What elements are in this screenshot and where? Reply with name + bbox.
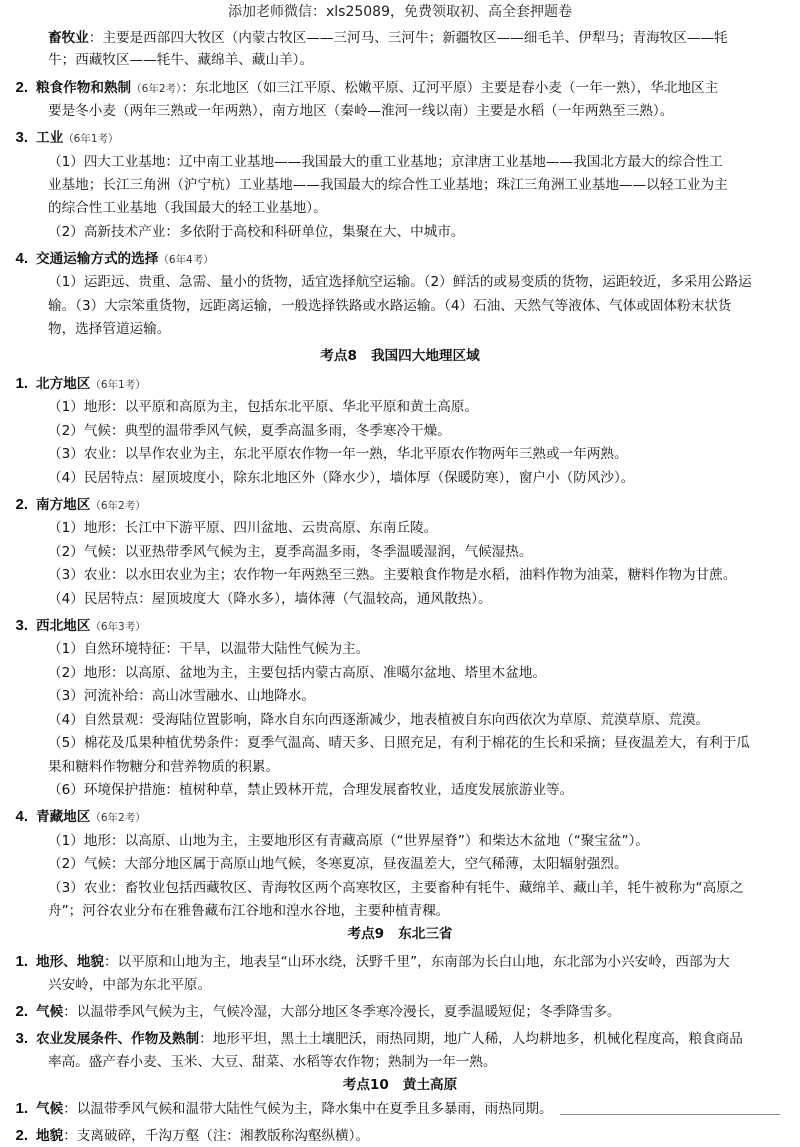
watermark-header: 添加老师微信：xls25089，免费领取初、高全套押题卷 xyxy=(227,4,572,20)
list-item: 4. 交通运输方式的选择（6年4考） xyxy=(15,250,214,267)
text-line: （5）棉花及瓜果种植优势条件：夏季气温高、晴天多、日照充足，有利于棉花的生长和采摘；昼夜温差大，有利于瓜 xyxy=(48,735,750,751)
divider xyxy=(560,1114,780,1115)
list-item: 4. 青藏地区（6年2考） xyxy=(15,808,146,825)
text-line: 果和糖料作物糖分和营养物质的积累。 xyxy=(48,759,280,775)
text-line: （4）民居特点：屋顶坡度小，除东北地区外（降水少），墙体厚（保暖防寒），窗户小（防风沙）。 xyxy=(48,470,635,486)
text-line: （1）地形：以高原、山地为主，主要地形区有青藏高原（“世界屋脊”）和柴达木盆地（“聚宝盆”）。 xyxy=(48,833,649,849)
list-item: 1. 地形、地貌：以平原和山地为主，地表呈“山环水绕，沃野千里”，东南部为长白山地，东北部为小兴安岭，西部为大 xyxy=(15,953,730,970)
section-title: 考点10 黄土高原 xyxy=(342,1077,458,1093)
text-line: （1）四大工业基地：辽中南工业基地——我国最大的重工业基地；京津唐工业基地——我国北方最大的综合性工 xyxy=(48,154,723,170)
text-line: （2）气候：以亚热带季风气候为主，夏季高温多雨，冬季温暖湿润，气候湿热。 xyxy=(48,544,533,560)
text-line: 畜牧业：主要是西部四大牧区（内蒙古牧区——三河马、三河牛；新疆牧区——细毛羊、伊犁马；青海牧区——牦 xyxy=(48,30,728,46)
text-line: （3）农业：以水田农业为主；农作物一年两熟至三熟。主要粮食作物是水稻，油料作物为油菜，糖料作物为甘蔗。 xyxy=(48,567,737,583)
text-line: （3）农业：以旱作农业为主，东北平原农作物一年一熟，华北平原农作物两年三熟或一年两熟。 xyxy=(48,446,628,462)
text-line: （2）气候：典型的温带季风气候，夏季高温多雨，冬季寒冷干燥。 xyxy=(48,423,451,439)
text-line: 物，选择管道运输。 xyxy=(48,321,171,337)
text-line: （1）运距远、贵重、急需、量小的货物，适宜选择航空运输。（2）鲜活的或易变质的货物，运距较近，多采用公路运 xyxy=(48,274,752,290)
text-line: 舟”；河谷农业分布在雅鲁藏布江谷地和湟水谷地，主要种植青稞。 xyxy=(48,903,450,919)
text-line: （4）民居特点：屋顶坡度大（降水多），墙体薄（气温较高，通风散热）。 xyxy=(48,591,492,607)
list-item: 2. 南方地区（6年2考） xyxy=(15,496,146,513)
text-line: 牛；西藏牧区——牦牛、藏绵羊、藏山羊）。 xyxy=(48,52,314,68)
section-title: 考点8 我国四大地理区域 xyxy=(320,348,480,364)
text-line: 的综合性工业基地（我国最大的轻工业基地）。 xyxy=(48,200,327,216)
text-line: （4）自然景观：受海陆位置影响，降水自东向西逐渐减少，地表植被自东向西依次为草原、荒漠草原、荒漠。 xyxy=(48,712,710,728)
section-title: 考点9 东北三省 xyxy=(347,926,453,942)
text-line: （2）高新技术产业：多依附于高校和科研单位，集聚在大、中城市。 xyxy=(48,224,465,240)
text-line: （2）地形：以高原、盆地为主，主要包括内蒙古高原、准噶尔盆地、塔里木盆地。 xyxy=(48,665,547,681)
text-line: （6）环境保护措施：植树种草，禁止毁林开荒，合理发展畜牧业，适度发展旅游业等。 xyxy=(48,782,574,798)
list-item: 3. 西北地区（6年3考） xyxy=(15,617,146,634)
list-item: 1. 气候：以温带季风气候和温带大陆性气候为主，降水集中在夏季且多暴雨，雨热同期。 xyxy=(15,1100,553,1117)
text-line: 输。（3）大宗笨重货物，远距离运输，一般选择铁路或水路运输。（4）石油、天然气等液体、气体或固体粉末状货 xyxy=(48,298,732,314)
text-line: （2）气候：大部分地区属于高原山地气候，冬寒夏凉，昼夜温差大，空气稀薄，太阳辐射强烈。 xyxy=(48,856,628,872)
text-line: 兴安岭，中部为东北平原。 xyxy=(48,977,212,993)
text-line: （3）河流补给：高山冰雪融水、山地降水。 xyxy=(48,688,315,704)
text-line: （1）地形：以平原和高原为主，包括东北平原、华北平原和黄土高原。 xyxy=(48,399,479,415)
text-line: （1）地形：长江中下游平原、四川盆地、云贵高原、东南丘陵。 xyxy=(48,520,438,536)
text-line: （3）农业：畜牧业包括西藏牧区、青海牧区两个高寒牧区，主要畜种有牦牛、藏绵羊、藏山羊，牦牛被称为“高原之 xyxy=(48,880,744,896)
list-item: 3. 工业（6年1考） xyxy=(15,129,119,146)
list-item: 2. 地貌：支离破碎，千沟万壑（注：湘教版称沟壑纵横）。 xyxy=(15,1127,370,1144)
list-item: 3. 农业发展条件、作物及熟制：地形平坦，黑土土壤肥沃，雨热同期，地广人稀，人均耕地多，机械化程度高，粮食商品 xyxy=(15,1030,743,1047)
list-item: 2. 粮食作物和熟制（6年2考）：东北地区（如三江平原、松嫩平原、辽河平原）主要是春小麦（一年一熟），华北地区主 xyxy=(15,79,719,96)
text-line: 业基地；长江三角洲（沪宁杭）工业基地——我国最大的综合性工业基地；珠江三角洲工业基地——以轻工业为主 xyxy=(48,177,728,193)
text-line: （1）自然环境特征：干旱，以温带大陆性气候为主。 xyxy=(48,641,370,657)
text-line: 率高。盛产春小麦、玉米、大豆、甜菜、水稻等农作物；熟制为一年一熟。 xyxy=(48,1054,497,1070)
text-line: 要是冬小麦（两年三熟或一年两熟），南方地区（秦岭—淮河一线以南）主要是水稻（一年两熟至三熟）。 xyxy=(48,103,674,119)
list-item: 1. 北方地区（6年1考） xyxy=(15,375,146,392)
list-item: 2. 气候：以温带季风气候为主，气候冷湿，大部分地区冬季寒冷漫长，夏季温暖短促；冬季降雪多。 xyxy=(15,1003,621,1020)
